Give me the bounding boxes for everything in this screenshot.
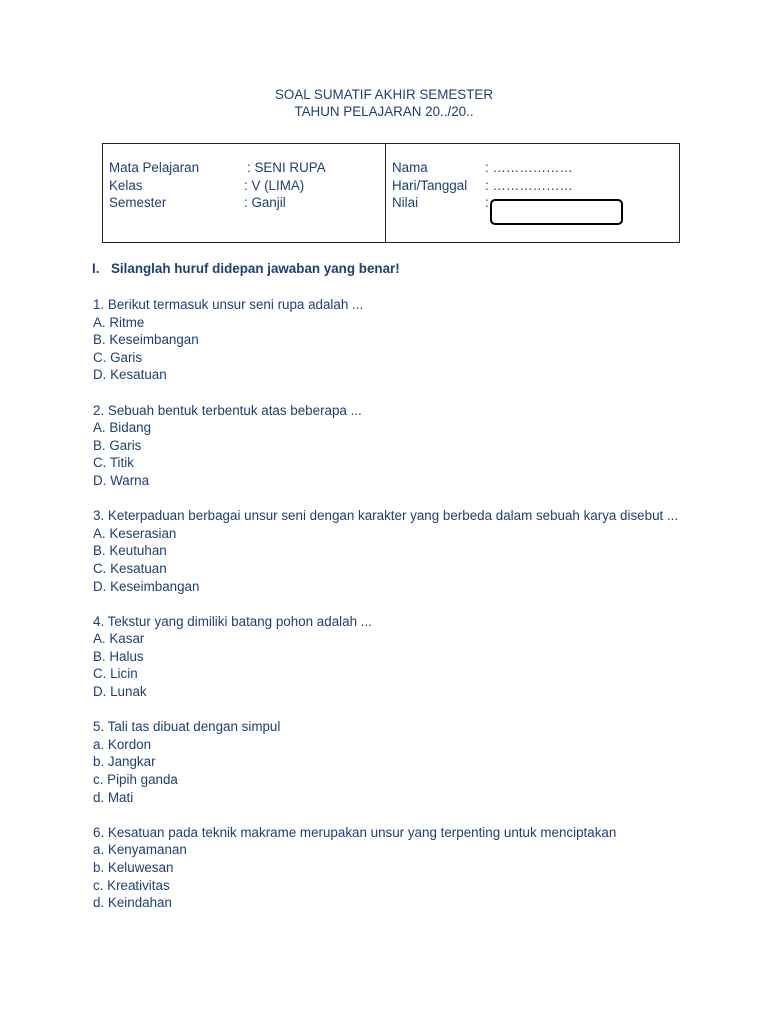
question-text: 6. Kesatuan pada teknik makrame merupakan unsur yang terpenting untuk menciptakan — [93, 824, 617, 840]
subject-value: : SENI RUPA — [247, 160, 326, 175]
section-number: I. — [92, 261, 100, 276]
answer-option[interactable]: B. Keutuhan — [93, 543, 167, 559]
score-box[interactable] — [490, 199, 623, 225]
instruction-text: Silanglah huruf didepan jawaban yang benar! — [111, 261, 400, 276]
section-instruction — [92, 261, 400, 276]
question-text: 3. Keterpaduan berbagai unsur seni dengan karakter yang berbeda dalam sebuah karya disebut ... — [93, 508, 679, 524]
question-item — [93, 718, 693, 806]
answer-option[interactable]: d. Mati — [93, 789, 134, 805]
semester-value: : Ganjil — [244, 195, 286, 210]
date-value: : ……………… — [485, 178, 573, 193]
class-label: Kelas — [109, 178, 143, 193]
answer-option[interactable]: d. Keindahan — [93, 895, 172, 911]
answer-option[interactable]: B. Garis — [93, 437, 142, 453]
student-info-box — [102, 143, 680, 243]
answer-option[interactable]: b. Jangkar — [93, 754, 156, 770]
answer-option[interactable]: C. Kesatuan — [93, 560, 167, 576]
date-label: Hari/Tanggal — [392, 178, 468, 193]
name-label: Nama — [392, 160, 428, 175]
question-text: 4. Tekstur yang dimiliki batang pohon adalah ... — [93, 613, 372, 629]
score-colon: : — [485, 195, 489, 210]
answer-option[interactable]: A. Ritme — [93, 314, 145, 330]
name-value: : ……………… — [485, 160, 573, 175]
answer-option[interactable]: C. Titik — [93, 455, 134, 471]
answer-option[interactable]: D. Keseimbangan — [93, 578, 200, 594]
answer-option[interactable]: A. Bidang — [93, 420, 152, 436]
info-divider — [385, 144, 386, 242]
subject-label: Mata Pelajaran — [109, 160, 200, 175]
question-item — [93, 824, 693, 912]
answer-option[interactable]: D. Lunak — [93, 684, 147, 700]
question-text: 5. Tali tas dibuat dengan simpul — [93, 719, 281, 735]
answer-option[interactable]: b. Keluwesan — [93, 860, 174, 875]
semester-label: Semester — [109, 195, 167, 210]
question-item — [93, 296, 693, 384]
page-subtitle: TAHUN PELAJARAN 20../20.. — [294, 104, 474, 119]
question-text: 1. Berikut termasuk unsur seni rupa adalah ... — [93, 297, 364, 312]
answer-option[interactable]: a. Kordon — [93, 736, 152, 752]
answer-option[interactable]: a. Kenyamanan — [93, 842, 187, 858]
question-text: 2. Sebuah bentuk terbentuk atas beberapa ... — [93, 402, 362, 418]
answer-option[interactable]: C. Licin — [93, 666, 138, 682]
answer-option[interactable]: B. Keseimbangan — [93, 332, 199, 348]
answer-option[interactable]: D. Kesatuan — [93, 367, 167, 383]
class-value: : V (LIMA) — [244, 178, 305, 193]
page-title: SOAL SUMATIF AKHIR SEMESTER — [274, 87, 493, 102]
answer-option[interactable]: c. Kreativitas — [93, 877, 170, 893]
answer-option[interactable]: c. Pipih ganda — [93, 772, 178, 788]
question-item — [93, 507, 693, 595]
answer-option[interactable]: A. Keserasian — [93, 525, 177, 541]
question-item — [93, 613, 693, 701]
answer-option[interactable]: D. Warna — [93, 472, 150, 488]
question-list — [93, 296, 693, 929]
question-item — [93, 402, 693, 490]
answer-option[interactable]: B. Halus — [93, 648, 144, 664]
answer-option[interactable]: A. Kasar — [93, 631, 145, 647]
answer-option[interactable]: C. Garis — [93, 349, 143, 365]
score-label: Nilai — [392, 195, 419, 210]
